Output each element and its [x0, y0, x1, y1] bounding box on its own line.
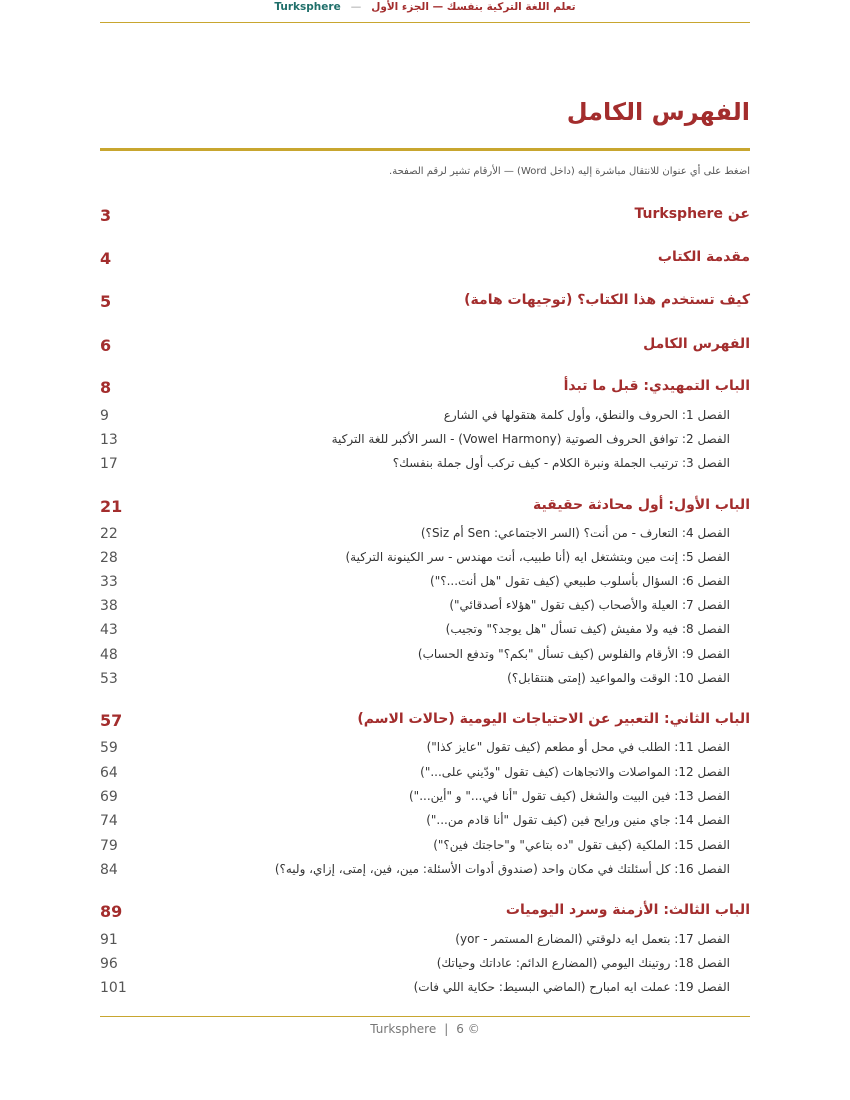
toc-page-number: 74 [100, 813, 118, 829]
toc-page-number: 84 [100, 862, 118, 878]
toc-page-number: 91 [100, 932, 118, 948]
toc-page-number: 38 [100, 598, 118, 614]
footer-page-number: 6 © [456, 1022, 480, 1036]
toc-entry-title: الفصل 6: السؤال بأسلوب طبيعي (كيف تقول "هل أنت...؟") [430, 574, 730, 588]
toc-entry-title: الفصل 3: ترتيب الجملة ونبرة الكلام - كيف تركب أول جملة بنفسك؟ [392, 456, 730, 470]
toc-page-number: 17 [100, 456, 118, 472]
toc-page-number: 8 [100, 378, 112, 397]
footer-separator: | [444, 1022, 449, 1036]
toc-page-number: 33 [100, 574, 118, 590]
running-header [0, 0, 850, 14]
toc-page-number: 28 [100, 550, 118, 566]
toc-entry-title: مقدمة الكتاب [657, 249, 750, 265]
toc-entry-title: الباب الثاني: التعبير عن الاحتياجات اليومية (حالات الاسم) [357, 711, 750, 727]
toc-entry-title: الفصل 10: الوقت والمواعيد (إمتى هنتقابل؟) [507, 671, 730, 685]
footer-brand: Turksphere [370, 1022, 437, 1036]
toc-page-number: 6 [100, 336, 112, 355]
toc-entry-title: الفصل 9: الأرقام والفلوس (كيف تسأل "بكم؟" وتدفع الحساب) [417, 647, 730, 661]
toc-entry-title: الباب الأول: أول محادثة حقيقية [532, 497, 750, 513]
toc-page-number: 64 [100, 765, 118, 781]
toc-page-number: 22 [100, 526, 118, 542]
toc-page-number: 79 [100, 838, 118, 854]
toc-page-number: 59 [100, 740, 118, 756]
header-rule [100, 22, 750, 23]
toc-page-number: 21 [100, 497, 123, 516]
toc-entry-title: الفهرس الكامل [643, 336, 750, 352]
page-footer [0, 1022, 850, 1036]
page-title: الفهرس الكامل [566, 98, 750, 126]
toc-page-number: 101 [100, 980, 127, 996]
toc-entry-title: الفصل 4: التعارف - من أنت؟ (السر الاجتماعي: Sen أم Siz؟) [420, 526, 730, 540]
toc-entry-title: الفصل 12: المواصلات والاتجاهات (كيف تقول "ودّيني على...") [420, 765, 730, 779]
toc-entry-title: الفصل 15: الملكية (كيف تقول "ده بتاعي" و"حاجتك فين؟") [433, 838, 730, 852]
toc-entry-title: الفصل 8: فيه ولا مفيش (كيف تسأل "هل يوجد؟" وتجيب) [445, 622, 730, 636]
toc-entry-title: الفصل 17: بتعمل ايه دلوقتي (المضارع المستمر - yor) [455, 932, 730, 946]
toc-page-number: 3 [100, 206, 112, 225]
toc-entry-title: عن Turksphere [634, 206, 750, 222]
toc-page-number: 96 [100, 956, 118, 972]
header-book-title: تعلم اللغة التركية بنفسك — الجزء الأول [371, 1, 576, 13]
footer-rule [100, 1016, 750, 1017]
toc-entry-title: الفصل 7: العيلة والأصحاب (كيف تقول "هؤلاء أصدقائي") [449, 598, 730, 612]
toc-page-number: 48 [100, 647, 118, 663]
toc-entry-title: الفصل 5: إنت مين وبتشتغل ايه (أنا طبيب، أنت مهندس - سر الكينونة التركية) [345, 550, 730, 564]
toc-page-number: 5 [100, 292, 112, 311]
header-brand: Turksphere [274, 1, 341, 13]
title-rule [100, 148, 750, 151]
instruction-text: اضغط على أي عنوان للانتقال مباشرة إليه (داخل Word) — الأرقام تشير لرقم الصفحة. [389, 166, 750, 177]
toc-page-number: 57 [100, 711, 123, 730]
toc-entry-title: كيف تستخدم هذا الكتاب؟ (توجيهات هامة) [464, 292, 750, 308]
toc-entry-title: الفصل 14: جاي منين ورايح فين (كيف تقول "أنا قادم من...") [426, 813, 730, 827]
toc-entry-title: الفصل 2: توافق الحروف الصوتية (Vowel Harmony) - السر الأكبر للغة التركية [331, 432, 730, 446]
toc-page-number: 4 [100, 249, 112, 268]
toc-page-number: 53 [100, 671, 118, 687]
toc-entry-title: الفصل 11: الطلب في محل أو مطعم (كيف تقول "عايز كذا") [426, 740, 730, 754]
toc-entry-title: الفصل 13: فين البيت والشغل (كيف تقول "أنا في..." و "أين...") [409, 789, 730, 803]
toc-page-number: 43 [100, 622, 118, 638]
toc-page-number: 89 [100, 902, 123, 921]
toc-page-number: 9 [100, 408, 109, 424]
toc-entry-title: الفصل 16: كل أسئلتك في مكان واحد (صندوق أدوات الأسئلة: مين، فين، إمتى، إزاي، وليه؟) [274, 862, 730, 876]
toc-page-number: 69 [100, 789, 118, 805]
toc-entry-title: الفصل 18: روتينك اليومي (المضارع الدائم: عاداتك وحياتك) [436, 956, 730, 970]
toc-entry-title: الفصل 19: عملت ايه امبارح (الماضي البسيط: حكاية اللي فات) [413, 980, 730, 994]
toc-entry-title: الباب التمهيدي: قبل ما تبدأ [563, 378, 750, 394]
toc-page-number: 13 [100, 432, 118, 448]
toc-entry-title: الباب الثالث: الأزمنة وسرد اليوميات [505, 902, 750, 918]
header-separator: — [350, 1, 362, 13]
toc-entry-title: الفصل 1: الحروف والنطق، وأول كلمة هتقولها في الشارع [443, 408, 730, 422]
